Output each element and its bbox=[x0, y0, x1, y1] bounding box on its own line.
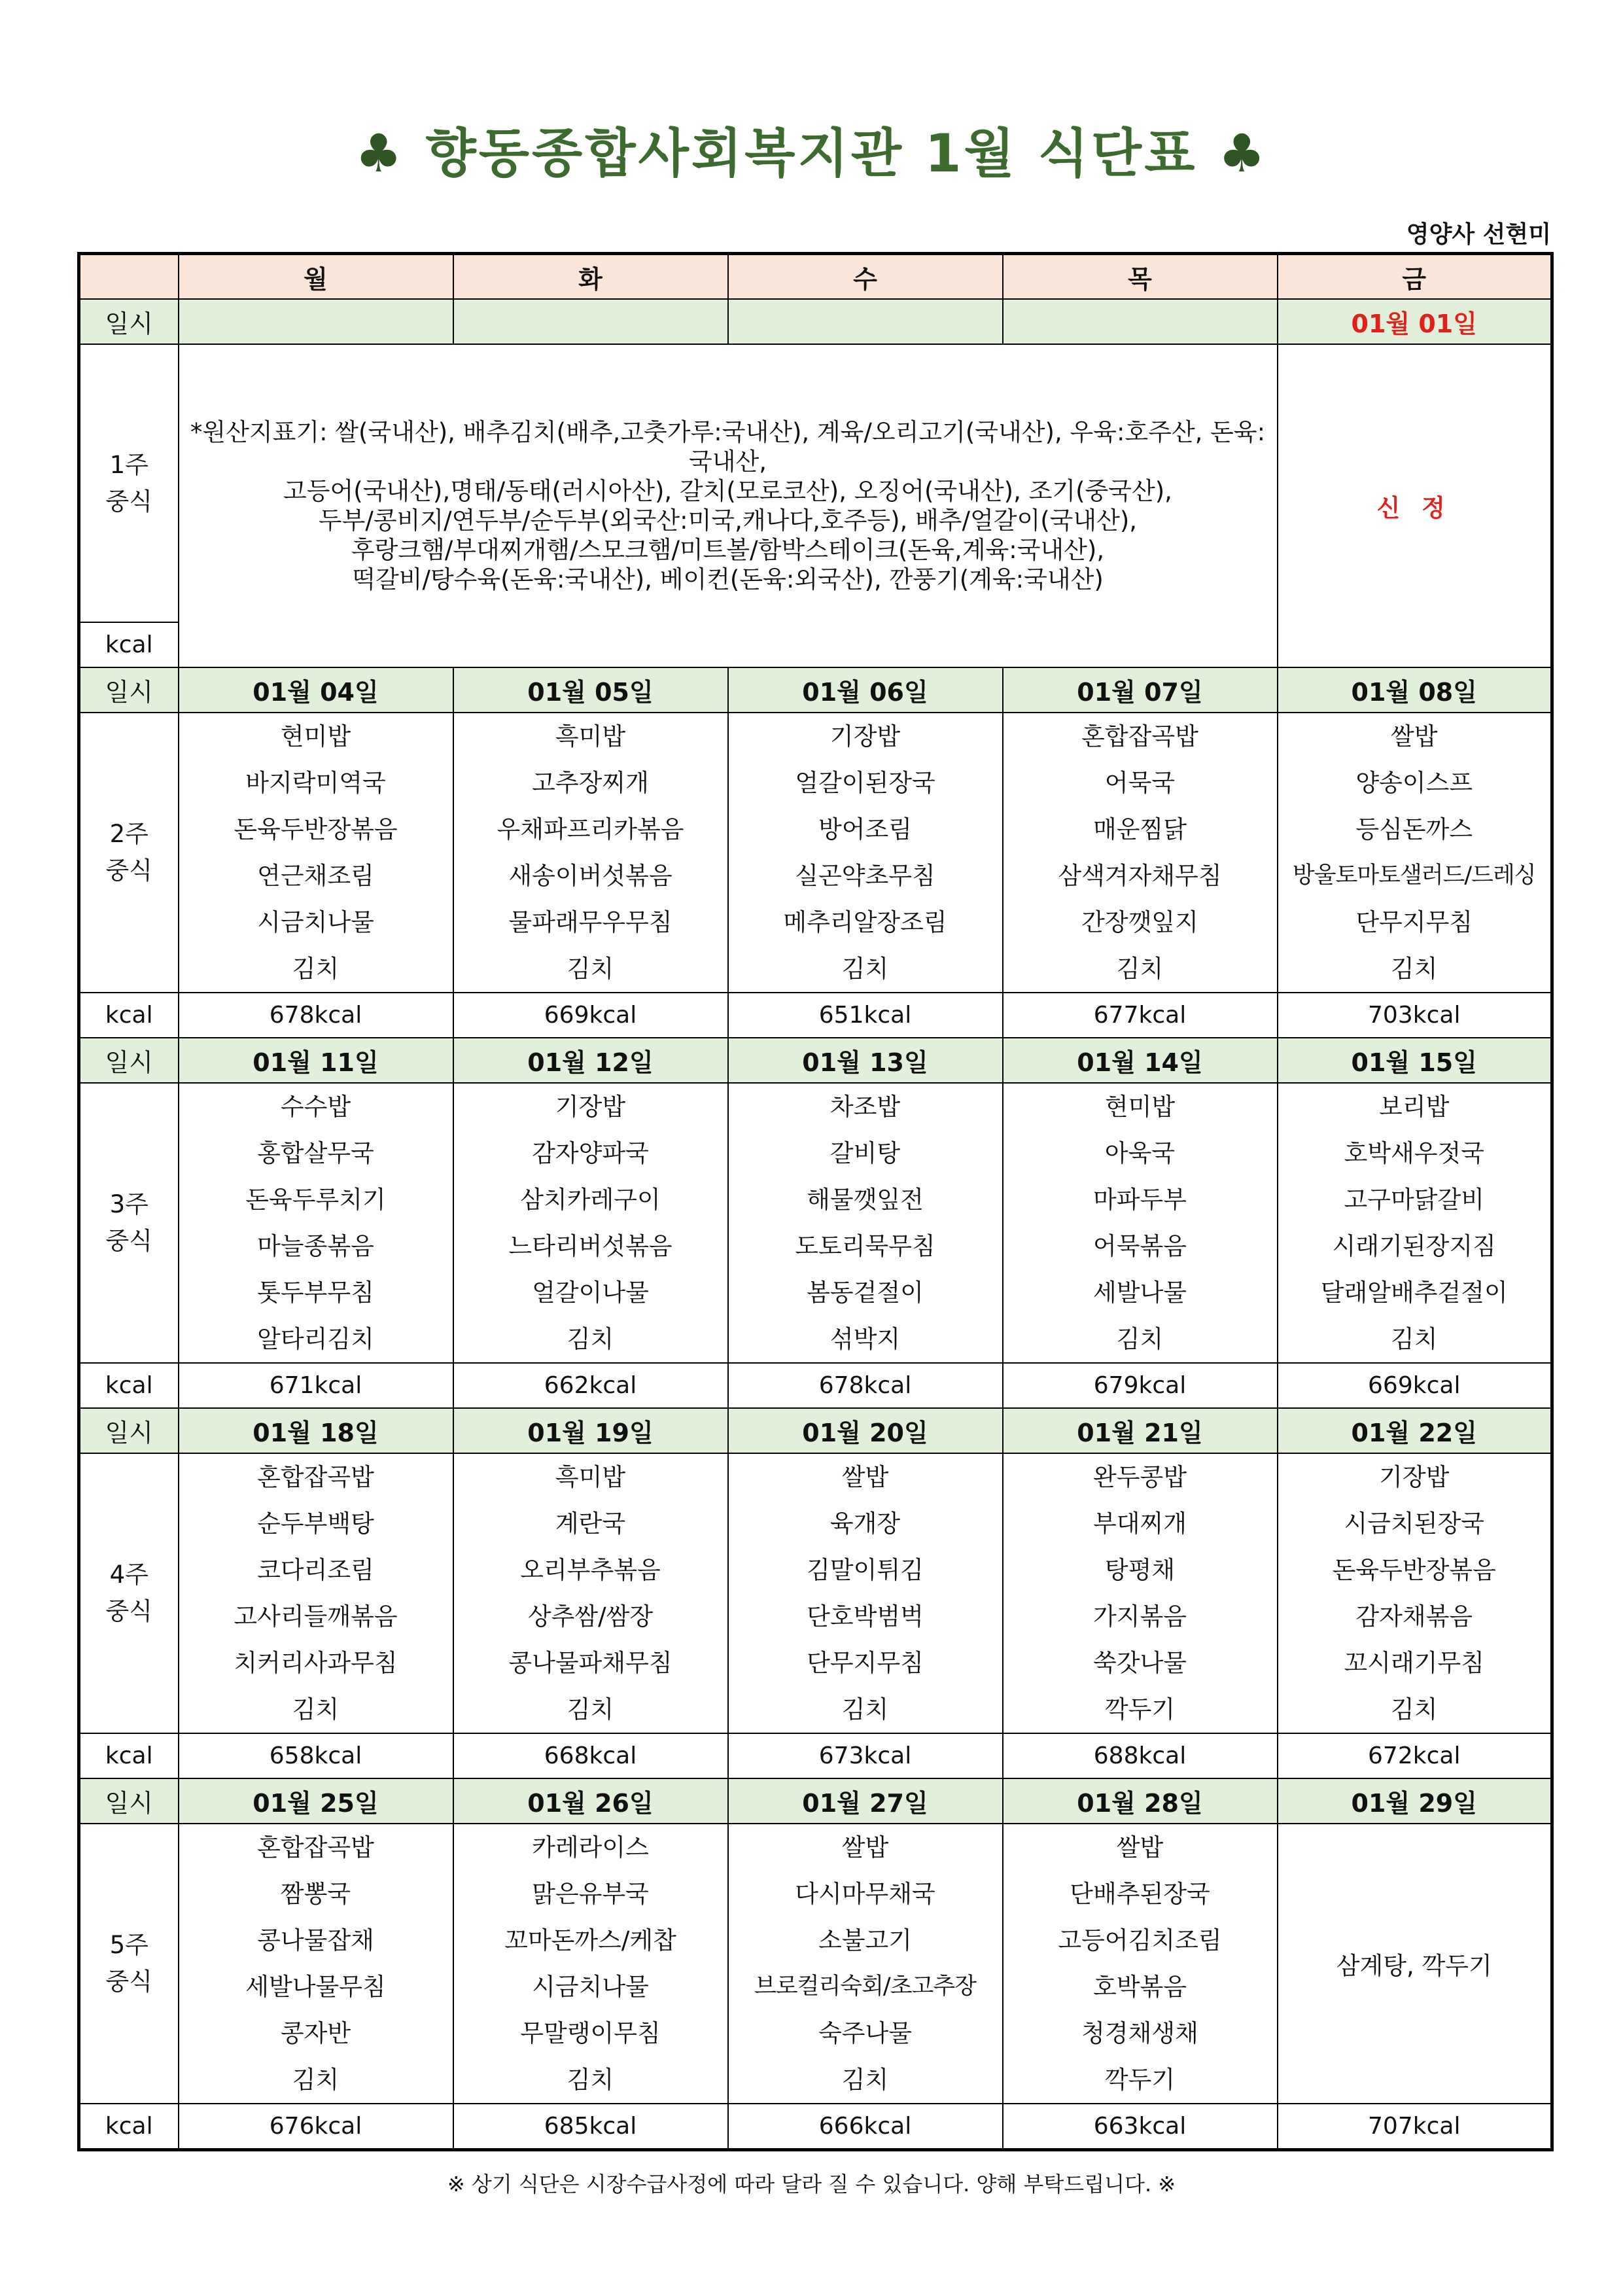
dish: 소불고기 bbox=[818, 1926, 912, 1954]
meal-label: 중식 bbox=[105, 1597, 152, 1625]
title-text: 향동종합사회복지관 1월 식단표 bbox=[425, 123, 1198, 184]
dish: 시금치나물 bbox=[532, 1973, 649, 2001]
date-cell: 01월 14일 bbox=[1003, 1038, 1278, 1083]
date-cell: 01월 26일 bbox=[453, 1778, 728, 1824]
dish: 매운찜닭 bbox=[1093, 815, 1187, 843]
dish: 시금치나물 bbox=[257, 908, 374, 936]
date-cell: 01월 08일 bbox=[1278, 667, 1552, 713]
dish: 치커리사과무침 bbox=[234, 1649, 398, 1677]
dish: 시래기된장지짐 bbox=[1332, 1232, 1496, 1260]
origin-line: 후랑크햄/부대찌개햄/스모크햄/미트볼/함박스테이크(돈육,계육:국내산), bbox=[351, 536, 1105, 564]
dish: 감자양파국 bbox=[532, 1139, 649, 1167]
dish: 김치 bbox=[1116, 1325, 1164, 1353]
kcal-cell: 677kcal bbox=[1003, 993, 1278, 1038]
day-menu bbox=[1278, 1083, 1552, 1363]
dish: 혼합잡곡밥 bbox=[257, 1833, 374, 1862]
kcal-label: kcal bbox=[79, 993, 179, 1038]
week-label bbox=[79, 1824, 179, 2104]
dish: 돈육두반장볶음 bbox=[234, 815, 398, 843]
dish: 수수밥 bbox=[280, 1093, 351, 1121]
day-menu bbox=[179, 713, 453, 993]
week-number: 4주 bbox=[109, 1561, 148, 1589]
weekday-header: 월 bbox=[179, 254, 453, 300]
corner-cell bbox=[79, 254, 179, 300]
dish: 단배추된장국 bbox=[1070, 1880, 1210, 1908]
dish: 현미밥 bbox=[280, 722, 351, 751]
kcal-cell: 685kcal bbox=[453, 2104, 728, 2150]
dish: 시금치된장국 bbox=[1344, 1510, 1484, 1538]
dish: 코다리조림 bbox=[257, 1556, 374, 1584]
dish: 김치 bbox=[1391, 1325, 1438, 1353]
day-menu bbox=[1278, 713, 1552, 993]
dish: 깍두기 bbox=[1104, 2066, 1176, 2094]
week-number: 1주 bbox=[109, 450, 148, 479]
dish: 메추리알장조림 bbox=[783, 908, 947, 936]
kcal-label: kcal bbox=[79, 2104, 179, 2150]
dish: 완두콩밥 bbox=[1093, 1463, 1187, 1491]
dish: 김치 bbox=[292, 1695, 340, 1723]
dish: 단무지무침 bbox=[1355, 908, 1473, 936]
dish: 감자채볶음 bbox=[1355, 1602, 1473, 1631]
dish: 청경채생채 bbox=[1081, 2019, 1198, 2047]
dish: 쌀밥 bbox=[1116, 1833, 1164, 1862]
dish: 김치 bbox=[1116, 955, 1164, 983]
origin-line: 고등어(국내산),명태/동태(러시아산), 갈치(모로코산), 오징어(국내산), 조기(중국산), bbox=[283, 477, 1172, 505]
day-menu bbox=[453, 1083, 728, 1363]
week-label bbox=[79, 344, 179, 622]
kcal-row bbox=[79, 1363, 1552, 1408]
dish: 간장깻잎지 bbox=[1081, 908, 1198, 936]
dish: 상추쌈/쌈장 bbox=[527, 1602, 654, 1631]
origin-line: 두부/콩비지/연두부/순두부(외국산:미국,캐나다,호주등), 배추/얼갈이(국내산), bbox=[318, 506, 1138, 535]
dish: 쑥갓나물 bbox=[1093, 1649, 1187, 1677]
date-cell: 01월 04일 bbox=[179, 667, 453, 713]
kcal-cell: 672kcal bbox=[1278, 1733, 1552, 1778]
dish: 달래알배추겉절이 bbox=[1320, 1279, 1508, 1307]
dish: 얼갈이나물 bbox=[532, 1279, 649, 1307]
dish: 세발나물 bbox=[1093, 1279, 1187, 1307]
meal-label: 중식 bbox=[105, 1227, 152, 1255]
dish: 맑은유부국 bbox=[532, 1880, 649, 1908]
dish: 콩자반 bbox=[280, 2019, 351, 2047]
footer-note: ※ 상기 식단은 시장수급사정에 따라 달라 질 수 있습니다. 양해 부탁드립니다. ※ bbox=[447, 2172, 1176, 2197]
date-label: 일시 bbox=[79, 1408, 179, 1453]
dish: 도토리묵무침 bbox=[795, 1232, 935, 1260]
weekday-header-row bbox=[79, 254, 1552, 300]
dish: 김치 bbox=[567, 955, 614, 983]
day-menu bbox=[179, 1453, 453, 1733]
date-cell: 01월 12일 bbox=[453, 1038, 728, 1083]
date-cell: 01월 21일 bbox=[1003, 1408, 1278, 1453]
week-label bbox=[79, 1083, 179, 1363]
kcal-label: kcal bbox=[79, 622, 179, 667]
date-row bbox=[79, 1778, 1552, 1824]
dish: 혼합잡곡밥 bbox=[1081, 722, 1198, 751]
dish: 순두부백탕 bbox=[257, 1510, 374, 1538]
dish: 돈육두루치기 bbox=[245, 1186, 386, 1214]
dish: 방어조림 bbox=[818, 815, 912, 843]
date-label: 일시 bbox=[79, 1778, 179, 1824]
dish: 오리부추볶음 bbox=[520, 1556, 661, 1584]
dish: 돈육두반장볶음 bbox=[1332, 1556, 1496, 1584]
weekday-header: 목 bbox=[1003, 254, 1278, 300]
date-cell: 01월 27일 bbox=[728, 1778, 1003, 1824]
dish: 단호박범벅 bbox=[807, 1602, 924, 1631]
dish: 콩나물파채무침 bbox=[508, 1649, 672, 1677]
dish: 김치 bbox=[292, 955, 340, 983]
date-cell: 01월 06일 bbox=[728, 667, 1003, 713]
kcal-cell: 669kcal bbox=[453, 993, 728, 1038]
meal-label: 중식 bbox=[105, 487, 152, 516]
dish: 김말이튀김 bbox=[807, 1556, 924, 1584]
dish: 현미밥 bbox=[1104, 1093, 1176, 1121]
kcal-cell: 651kcal bbox=[728, 993, 1003, 1038]
week-label bbox=[79, 1453, 179, 1733]
dish: 새송이버섯볶음 bbox=[508, 862, 672, 890]
date-label: 일시 bbox=[79, 1038, 179, 1083]
dish: 기장밥 bbox=[555, 1093, 626, 1121]
day-menu bbox=[1278, 1453, 1552, 1733]
dish: 김치 bbox=[292, 2066, 340, 2094]
kcal-row bbox=[79, 993, 1552, 1038]
dish: 해물깻잎전 bbox=[807, 1186, 924, 1214]
kcal-cell: 668kcal bbox=[453, 1733, 728, 1778]
dish: 탕평채 bbox=[1104, 1556, 1176, 1584]
dish: 고구마닭갈비 bbox=[1344, 1186, 1484, 1214]
day-menu bbox=[1003, 1453, 1278, 1733]
dish: 김치 bbox=[841, 1695, 889, 1723]
dish: 호박볶음 bbox=[1093, 1973, 1187, 2001]
date-row bbox=[79, 1038, 1552, 1083]
dish: 봄동겉절이 bbox=[807, 1279, 924, 1307]
date-cell: 01월 01일 bbox=[1278, 299, 1552, 344]
dish: 섞박지 bbox=[829, 1325, 901, 1353]
dish: 김치 bbox=[567, 1695, 614, 1723]
day-menu bbox=[453, 1453, 728, 1733]
dish: 양송이스프 bbox=[1355, 769, 1473, 797]
date-label: 일시 bbox=[79, 299, 179, 344]
date-cell: 01월 15일 bbox=[1278, 1038, 1552, 1083]
date-cell: 01월 13일 bbox=[728, 1038, 1003, 1083]
dish: 기장밥 bbox=[829, 722, 901, 751]
dish: 단무지무침 bbox=[807, 1649, 924, 1677]
date-cell: 01월 28일 bbox=[1003, 1778, 1278, 1824]
meal-label: 중식 bbox=[105, 857, 152, 885]
dish: 짬뽕국 bbox=[280, 1880, 351, 1908]
dish: 마파두부 bbox=[1093, 1186, 1187, 1214]
date-row bbox=[79, 299, 1552, 344]
kcal-cell: 662kcal bbox=[453, 1363, 728, 1408]
date-cell: 01월 22일 bbox=[1278, 1408, 1552, 1453]
weekday-header: 수 bbox=[728, 254, 1003, 300]
dish: 어묵볶음 bbox=[1093, 1232, 1187, 1260]
meal-label: 중식 bbox=[105, 1968, 152, 1996]
kcal-cell: 669kcal bbox=[1278, 1363, 1552, 1408]
kcal-cell: 663kcal bbox=[1003, 2104, 1278, 2150]
date-cell: 01월 11일 bbox=[179, 1038, 453, 1083]
kcal-cell: 671kcal bbox=[179, 1363, 453, 1408]
dish: 다시마무채국 bbox=[795, 1880, 935, 1908]
day-menu bbox=[1003, 1824, 1278, 2104]
week-number: 5주 bbox=[109, 1931, 148, 1959]
dish: 등심돈까스 bbox=[1355, 815, 1473, 843]
date-cell bbox=[453, 299, 728, 344]
day-menu bbox=[728, 1824, 1003, 2104]
dish: 흑미밥 bbox=[555, 1463, 626, 1491]
dish: 차조밥 bbox=[829, 1093, 901, 1121]
club-icon: ♣ bbox=[355, 123, 405, 184]
week-number: 3주 bbox=[109, 1190, 148, 1218]
page-title bbox=[0, 111, 1623, 186]
date-label: 일시 bbox=[79, 667, 179, 713]
week3-menu-row bbox=[79, 1083, 1552, 1363]
day-menu bbox=[728, 1453, 1003, 1733]
club-icon: ♣ bbox=[1218, 123, 1268, 184]
day-menu bbox=[453, 713, 728, 993]
day-menu bbox=[179, 1824, 453, 2104]
day-menu bbox=[1003, 1083, 1278, 1363]
kcal-label: kcal bbox=[79, 1733, 179, 1778]
dish: 김치 bbox=[841, 2066, 889, 2094]
week-number: 2주 bbox=[109, 820, 148, 848]
kcal-cell: 676kcal bbox=[179, 2104, 453, 2150]
kcal-row bbox=[79, 1733, 1552, 1778]
dish: 꼬마돈까스/케찹 bbox=[504, 1926, 676, 1954]
menu-table bbox=[77, 252, 1554, 2151]
origin-line: *원산지표기: 쌀(국내산), 배추김치(배추,고춧가루:국내산), 계육/오리고기(국내산), 우육:호주산, 돈육:국내산, bbox=[190, 418, 1266, 476]
dish: 카레라이스 bbox=[532, 1833, 649, 1862]
dish: 고사리들깨볶음 bbox=[234, 1602, 398, 1631]
dish: 콩나물잡채 bbox=[257, 1926, 374, 1954]
date-cell: 01월 19일 bbox=[453, 1408, 728, 1453]
date-cell: 01월 18일 bbox=[179, 1408, 453, 1453]
dish: 고등어김치조림 bbox=[1058, 1926, 1222, 1954]
dish: 삼색겨자채무침 bbox=[1058, 862, 1222, 890]
day-menu bbox=[179, 1083, 453, 1363]
kcal-cell: 666kcal bbox=[728, 2104, 1003, 2150]
kcal-cell: 679kcal bbox=[1003, 1363, 1278, 1408]
date-cell: 01월 20일 bbox=[728, 1408, 1003, 1453]
dish: 쌀밥 bbox=[841, 1463, 889, 1491]
week4-menu-row bbox=[79, 1453, 1552, 1733]
date-cell bbox=[179, 299, 453, 344]
kcal-cell: 688kcal bbox=[1003, 1733, 1278, 1778]
dish: 톳두부무침 bbox=[257, 1279, 374, 1307]
dish: 느타리버섯볶음 bbox=[508, 1232, 672, 1260]
dish: 실곤약초무침 bbox=[795, 862, 935, 890]
kcal-cell: 658kcal bbox=[179, 1733, 453, 1778]
kcal-cell: 707kcal bbox=[1278, 2104, 1552, 2150]
date-row bbox=[79, 667, 1552, 713]
dish: 기장밥 bbox=[1379, 1463, 1450, 1491]
dish: 세발나물무침 bbox=[245, 1973, 386, 2001]
date-cell: 01월 07일 bbox=[1003, 667, 1278, 713]
kcal-cell: 678kcal bbox=[179, 993, 453, 1038]
dish: 김치 bbox=[841, 955, 889, 983]
kcal-row bbox=[79, 2104, 1552, 2150]
date-cell bbox=[1003, 299, 1278, 344]
dish: 삼치카레구이 bbox=[520, 1186, 661, 1214]
dish: 숙주나물 bbox=[818, 2019, 912, 2047]
day-menu bbox=[728, 713, 1003, 993]
date-cell bbox=[728, 299, 1003, 344]
dish: 계란국 bbox=[555, 1510, 626, 1538]
dish: 김치 bbox=[567, 1325, 614, 1353]
week1-menu-row bbox=[79, 344, 1552, 622]
dish: 호박새우젓국 bbox=[1344, 1139, 1484, 1167]
day-menu-special: 삼계탕, 깍두기 bbox=[1278, 1824, 1552, 2104]
dish: 김치 bbox=[1391, 1695, 1438, 1723]
day-menu bbox=[728, 1083, 1003, 1363]
dish: 우채파프리카볶음 bbox=[497, 815, 684, 843]
dish: 어묵국 bbox=[1104, 769, 1176, 797]
dish: 방울토마토샐러드/드레싱 bbox=[1292, 862, 1536, 889]
dish: 홍합살무국 bbox=[257, 1139, 374, 1167]
kcal-cell: 703kcal bbox=[1278, 993, 1552, 1038]
origin-notice bbox=[179, 344, 1278, 667]
dish: 아욱국 bbox=[1104, 1139, 1176, 1167]
dish: 쌀밥 bbox=[841, 1833, 889, 1862]
nutritionist-name: 영양사 선현미 bbox=[1406, 221, 1551, 248]
dish: 흑미밥 bbox=[555, 722, 626, 751]
date-cell: 01월 05일 bbox=[453, 667, 728, 713]
dish: 물파래무우무침 bbox=[508, 908, 672, 936]
dish: 얼갈이된장국 bbox=[795, 769, 935, 797]
dish: 김치 bbox=[567, 2066, 614, 2094]
dish: 브로컬리숙회/초고추장 bbox=[754, 1973, 976, 2000]
dish: 꼬시래기무침 bbox=[1344, 1649, 1484, 1677]
date-cell: 01월 29일 bbox=[1278, 1778, 1552, 1824]
dish: 보리밥 bbox=[1379, 1093, 1450, 1121]
dish: 바지락미역국 bbox=[245, 769, 386, 797]
dish: 갈비탕 bbox=[829, 1139, 901, 1167]
weekday-header: 화 bbox=[453, 254, 728, 300]
dish: 무말랭이무침 bbox=[520, 2019, 661, 2047]
dish: 연근채조림 bbox=[257, 862, 374, 890]
weekday-header: 금 bbox=[1278, 254, 1552, 300]
dish: 부대찌개 bbox=[1093, 1510, 1187, 1538]
day-menu bbox=[1003, 713, 1278, 993]
dish: 깍두기 bbox=[1104, 1695, 1176, 1723]
date-row bbox=[79, 1408, 1552, 1453]
kcal-label: kcal bbox=[79, 1363, 179, 1408]
dish: 혼합잡곡밥 bbox=[257, 1463, 374, 1491]
kcal-cell: 673kcal bbox=[728, 1733, 1003, 1778]
dish: 마늘종볶음 bbox=[257, 1232, 374, 1260]
day-menu bbox=[453, 1824, 728, 2104]
dish: 가지볶음 bbox=[1093, 1602, 1187, 1631]
dish: 알타리김치 bbox=[257, 1325, 374, 1353]
week2-menu-row bbox=[79, 713, 1552, 993]
origin-line: 떡갈비/탕수육(돈육:국내산), 베이컨(돈육:외국산), 깐풍기(계육:국내산) bbox=[352, 565, 1104, 593]
date-cell: 01월 25일 bbox=[179, 1778, 453, 1824]
dish: 쌀밥 bbox=[1391, 722, 1438, 751]
week5-menu-row bbox=[79, 1824, 1552, 2104]
dish: 김치 bbox=[1391, 955, 1438, 983]
dish: 육개장 bbox=[829, 1510, 901, 1538]
week-label bbox=[79, 713, 179, 993]
dish: 고추장찌개 bbox=[532, 769, 649, 797]
kcal-cell: 678kcal bbox=[728, 1363, 1003, 1408]
holiday-note: 신 정 bbox=[1278, 344, 1552, 667]
